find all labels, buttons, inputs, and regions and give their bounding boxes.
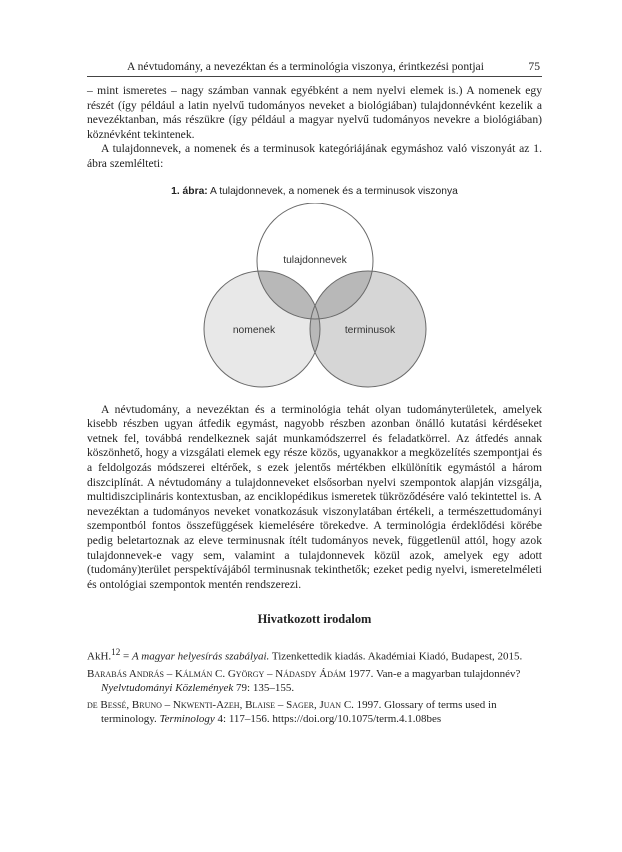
label-terminusok: terminusok xyxy=(344,324,395,336)
ref-title: Nyelvtudományi Közlemények xyxy=(101,681,234,694)
ref-title: Terminology xyxy=(159,712,215,725)
ref-pre: 1997. Glossary of terms used in terminology. xyxy=(101,698,497,725)
reference-item xyxy=(87,645,542,664)
ref-rest: 79: 135–155. xyxy=(233,681,295,694)
ref-title: A magyar helyesírás szabályai. xyxy=(132,650,270,663)
figure-caption-text: A tulajdonnevek, a nomenek és a terminusok viszonya xyxy=(210,185,458,197)
ref-pre: = xyxy=(120,650,133,663)
ref-pre: 1977. Van-e a magyarban tulajdonnév? xyxy=(345,667,521,680)
label-nomenek: nomenek xyxy=(232,324,275,336)
venn-diagram xyxy=(200,203,430,393)
ref-rest: Tizenkettedik kiadás. Akadémiai Kiadó, Budapest, 2015. xyxy=(269,650,523,663)
ref-authors: AkH. xyxy=(87,650,112,663)
running-title: A névtudomány, a nevezéktan és a terminológia viszonya, érintkezési pontjai xyxy=(127,60,484,73)
running-header xyxy=(87,60,542,77)
page-number: 75 xyxy=(528,60,540,73)
paragraph-3: A névtudomány, a nevezéktan és a terminológia tehát olyan tudományterületek, amelyek kisebb részben ugyan átfedik egymást, nagyobb részben azonban önálló kutatási kérdéseket vetnek fel, továbbá rendelkeznek saját munkamódszerrel és feladatkörrel. Az átfedés annak köszönhető, hogy a vizsgálati elemek egy része közös, ugyanakkor a megközelítés szempontjai és a feldolgozás módszerei eltérőek, s ezek jelentős mértékben elkülönítik egymástól a három diszciplínát. A névtudomány a tulajdonneveket elsősorban nyelvi szempontok alapján vizsgálja, multidiszciplináris kontextusban, az enciklopédikus ismeretek tükröződésére való tekintettel is. A nevezéktan a tudományos neveket vonatkozásuk viszonylatában értékeli, a természettudományi szempontból fontos összefüggések kiemelésére törekedve. A terminológia érdeklődési körébe pedig beletartoznak az eleve terminusnak ítélt tudományos nevek, függetlenül attól, hogy azok tulajdonnevek-e vagy sem, valamint a tulajdonnevek közül azok, amelyek egy adott (tudomány)terület perspektívájából terminusnak tekinthetők; ezeket pedig nyelvi, ismeretelméleti és ontológiai szempontok mentén rendszerezi. xyxy=(87,402,542,591)
reference-item xyxy=(87,698,542,726)
reference-list xyxy=(87,645,542,726)
figure-caption xyxy=(87,186,542,197)
page xyxy=(87,60,542,729)
paragraph-1: – mint ismeretes – nagy számban vannak egyébként a nem nyelvi elemek is.) A nomenek egy részét (így például a latin nyelvű tudományos neveket a biológiában) tulajdonnévként kezelik a nevezéktanban, más részükre (így például a magyar nyelvű tudományos nevekre a biológiában) köznévként tekintenek. xyxy=(87,84,542,141)
figure xyxy=(87,186,542,393)
figure-caption-label: 1. ábra: xyxy=(171,185,208,197)
ref-authors: de Bessé, Bruno – Nkwenti-Azeh, Blaise – Sager, Juan C. xyxy=(87,698,354,711)
ref-rest: 4: 117–156. https://doi.org/10.1075/term.4.1.08bes xyxy=(214,712,442,725)
paragraph-2: A tulajdonnevek, a nomenek és a terminusok kategóriájának egymáshoz való viszonyát az 1. ábra szemlélteti: xyxy=(87,142,542,170)
reference-item xyxy=(87,667,542,695)
label-tulajdonnevek: tulajdonnevek xyxy=(282,254,347,266)
references-title: Hivatkozott irodalom xyxy=(257,612,372,627)
ref-authors: Barabás András – Kálmán C. György – Nádasdy Ádám xyxy=(87,667,346,680)
ref-edition: 12 xyxy=(111,647,121,658)
